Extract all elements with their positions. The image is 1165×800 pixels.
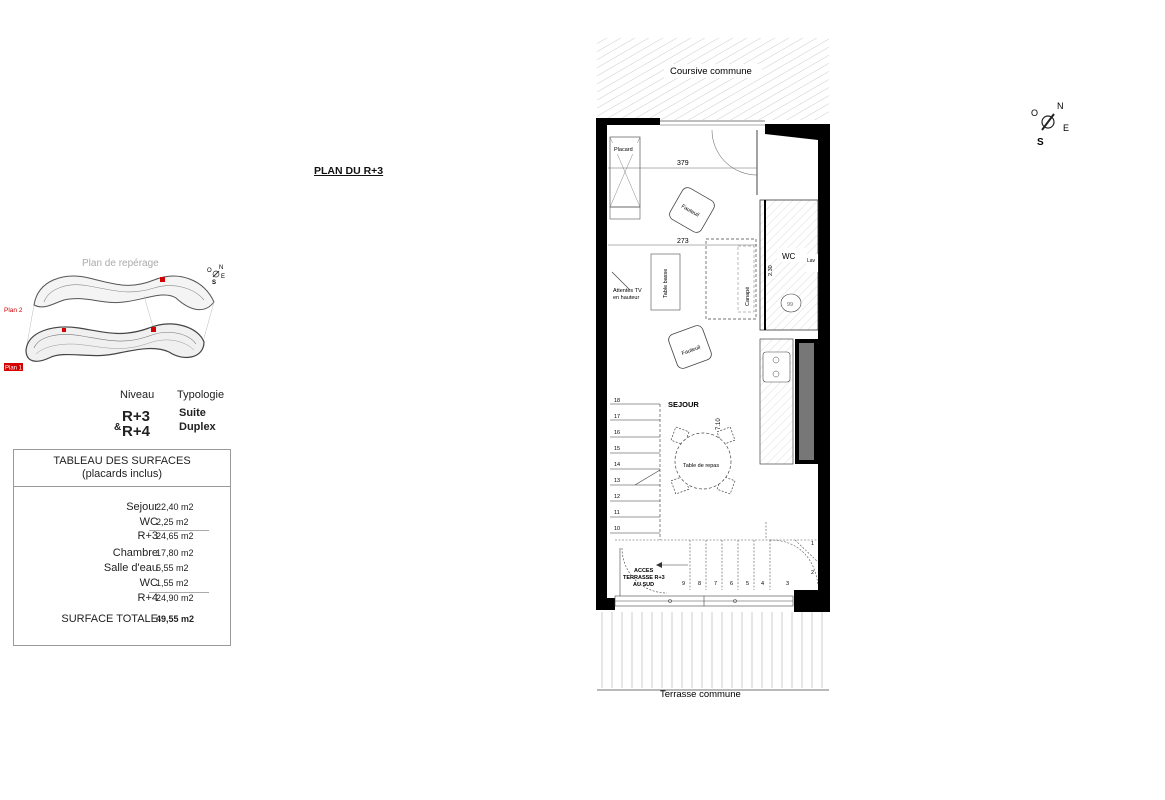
niveau-value-2: R+4 bbox=[122, 423, 150, 440]
surface-label: Salle d'eau bbox=[103, 562, 158, 574]
surface-value: 5,55 m2 bbox=[156, 563, 189, 573]
terrasse-label: Terrasse commune bbox=[660, 689, 741, 700]
svg-text:2: 2 bbox=[811, 570, 815, 576]
compass-n: N bbox=[1057, 101, 1064, 111]
location-plan bbox=[4, 250, 236, 375]
svg-text:8: 8 bbox=[698, 581, 702, 587]
acces-label-2: TERRASSE R+3 bbox=[623, 575, 665, 581]
acces-label-1: ACCES bbox=[634, 568, 654, 574]
svg-text:16: 16 bbox=[614, 430, 621, 436]
surfaces-table bbox=[13, 449, 231, 646]
svg-text:O: O bbox=[207, 268, 212, 274]
svg-text:Fauteuil: Fauteuil bbox=[680, 344, 702, 357]
unit-marker-plan-2 bbox=[160, 277, 165, 282]
svg-text:S: S bbox=[212, 280, 217, 286]
surface-value: 22,40 m2 bbox=[156, 502, 194, 512]
canape-label: Canapé bbox=[745, 286, 751, 306]
fauteuil-2 bbox=[667, 324, 713, 370]
surface-label: R+3 bbox=[137, 530, 158, 542]
svg-text:5: 5 bbox=[746, 581, 750, 587]
svg-text:17: 17 bbox=[614, 414, 621, 420]
table-basse-label: Table basse bbox=[663, 268, 669, 298]
surfaces-table-header bbox=[14, 450, 230, 487]
sink bbox=[763, 352, 790, 382]
svg-text:7: 7 bbox=[714, 581, 718, 587]
svg-text:Fauteuil: Fauteuil bbox=[679, 203, 700, 219]
lave-label: Lav bbox=[807, 258, 816, 264]
compass-s: S bbox=[1037, 137, 1044, 148]
surfaces-table-subtitle: (placards inclus) bbox=[81, 468, 163, 480]
terrasse-hatching bbox=[602, 612, 822, 688]
svg-text:13: 13 bbox=[614, 478, 621, 484]
svg-text:12: 12 bbox=[614, 494, 621, 500]
plan-title: PLAN DU R+3 bbox=[314, 165, 384, 177]
svg-text:4: 4 bbox=[761, 581, 765, 587]
attente-tv-label-2: en hauteur bbox=[613, 295, 640, 301]
surface-row bbox=[14, 547, 230, 562]
typologie-value-1: Suite bbox=[179, 407, 206, 419]
unit-marker-plan-1-secondary bbox=[62, 328, 66, 332]
dim-379: 379 bbox=[677, 160, 689, 167]
building-plan-1 bbox=[26, 324, 204, 361]
surface-value: 24,90 m2 bbox=[156, 593, 194, 603]
svg-text:11: 11 bbox=[614, 510, 620, 516]
svg-text:6: 6 bbox=[730, 581, 734, 587]
surface-total-label: SURFACE TOTALE bbox=[61, 613, 158, 625]
niveau-value-1: R+3 bbox=[122, 408, 150, 425]
compass-o: O bbox=[1031, 108, 1039, 118]
typologie-label: Typologie bbox=[177, 389, 225, 401]
compass-icon bbox=[1028, 98, 1078, 150]
canape bbox=[706, 239, 756, 319]
walls bbox=[596, 118, 830, 612]
surface-label: WC bbox=[139, 577, 158, 589]
dim-230: 2.30 bbox=[768, 265, 774, 276]
surface-row bbox=[14, 501, 230, 516]
surface-label: R+4 bbox=[137, 592, 158, 604]
surfaces-table-title: TABLEAU DES SURFACES bbox=[53, 455, 191, 467]
table-repas-label: Table de repas bbox=[683, 463, 720, 469]
svg-text:3: 3 bbox=[786, 581, 790, 587]
surface-label: Chambre bbox=[112, 547, 158, 559]
plan-1-tag: Plan 1 bbox=[5, 365, 23, 372]
wc-label: WC bbox=[782, 252, 796, 261]
surface-value: 1,55 m2 bbox=[156, 578, 189, 588]
svg-text:10: 10 bbox=[614, 526, 621, 532]
compass-e: E bbox=[1063, 123, 1070, 133]
building-plan-2 bbox=[34, 276, 217, 310]
surface-value: 24,65 m2 bbox=[156, 531, 194, 541]
svg-text:15: 15 bbox=[614, 446, 621, 452]
coursive-hatching bbox=[597, 38, 829, 120]
placard-label: Placard bbox=[614, 147, 633, 153]
surface-total-value: 49,55 m2 bbox=[156, 614, 195, 624]
svg-text:N: N bbox=[219, 265, 224, 271]
unit-marker-plan-1 bbox=[151, 327, 156, 332]
svg-text:E: E bbox=[221, 274, 226, 280]
niveau-ampersand: & bbox=[114, 422, 122, 433]
coursive-label: Coursive commune bbox=[670, 66, 752, 77]
svg-text:1: 1 bbox=[811, 541, 815, 547]
surface-label: WC bbox=[139, 516, 158, 528]
surface-row bbox=[14, 562, 230, 577]
dim-273: 273 bbox=[677, 238, 689, 245]
surface-value: 2,25 m2 bbox=[156, 517, 189, 527]
acces-label-3: AU SUD bbox=[633, 582, 655, 588]
plan-2-tag: Plan 2 bbox=[4, 307, 23, 314]
svg-text:99: 99 bbox=[787, 302, 794, 308]
dim-710: 7.10 bbox=[716, 418, 722, 430]
stair-bottom-numbers bbox=[682, 541, 814, 587]
surface-total-row bbox=[14, 613, 230, 628]
surface-row bbox=[14, 530, 230, 545]
stair-left-numbers bbox=[614, 398, 620, 532]
fridge bbox=[799, 343, 814, 460]
sejour-label: SEJOUR bbox=[668, 400, 699, 409]
surface-row bbox=[14, 577, 230, 592]
svg-text:18: 18 bbox=[614, 398, 621, 404]
stair-left bbox=[610, 404, 660, 540]
surface-label: Sejour bbox=[126, 501, 158, 513]
floor-plan bbox=[590, 30, 840, 705]
svg-text:14: 14 bbox=[614, 462, 621, 468]
attente-tv-label-1: Attentes TV bbox=[613, 288, 642, 294]
niveau-label: Niveau bbox=[120, 389, 155, 401]
dining-table bbox=[671, 427, 735, 494]
svg-text:9: 9 bbox=[682, 581, 686, 587]
surface-row bbox=[14, 592, 230, 607]
surface-row bbox=[14, 516, 230, 531]
mini-compass-icon bbox=[207, 265, 225, 286]
surface-value: 17,80 m2 bbox=[156, 548, 194, 558]
location-plan-title: Plan de repérage bbox=[82, 258, 159, 269]
fauteuil-1 bbox=[667, 185, 716, 234]
typologie-value-2: Duplex bbox=[179, 421, 216, 433]
